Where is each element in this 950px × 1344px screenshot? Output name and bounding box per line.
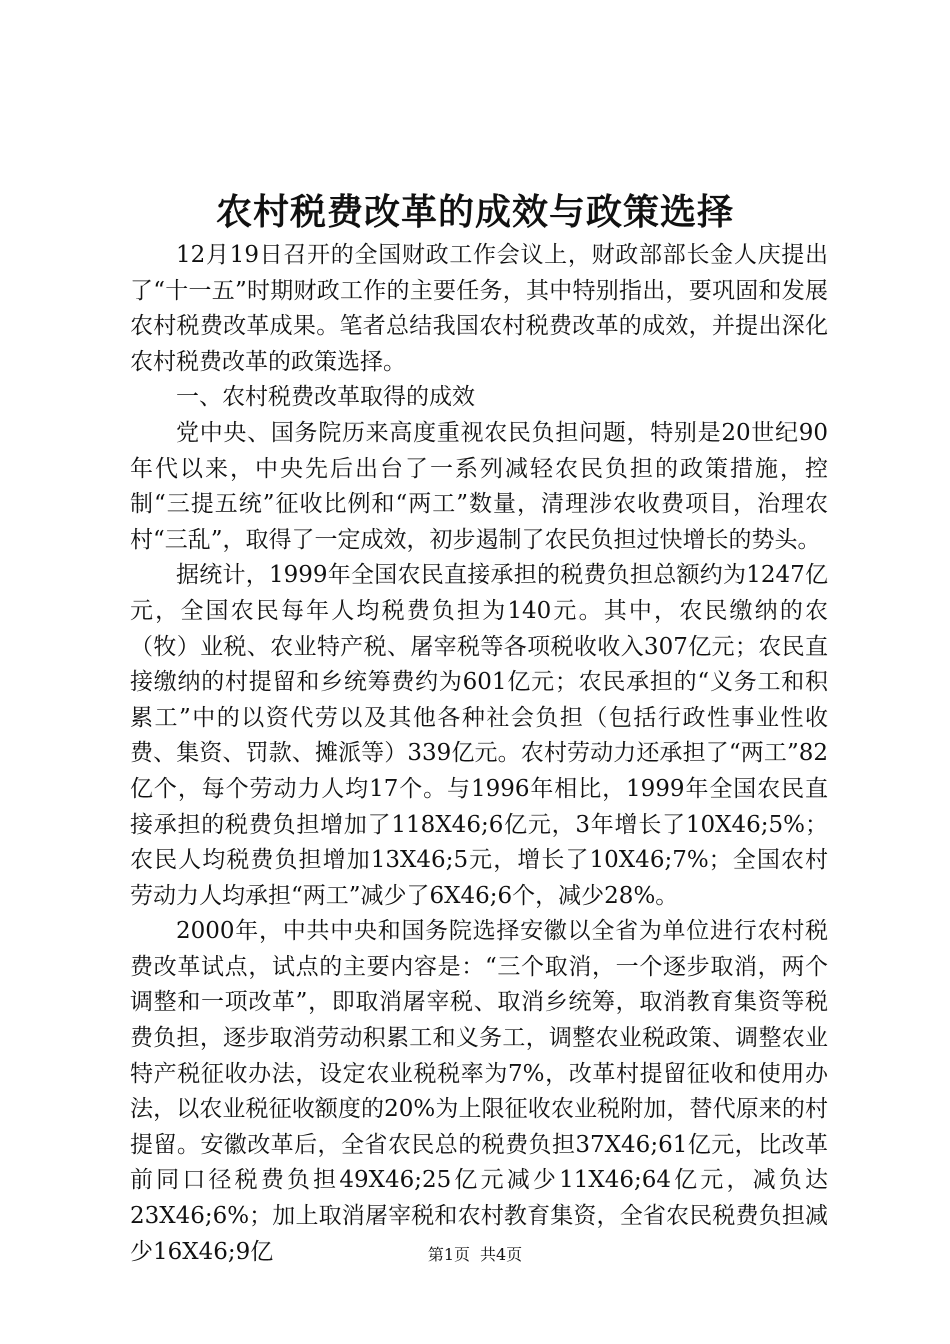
paragraph-intro: 12月19日召开的全国财政工作会议上，财政部部长金人庆提出了“十一五”时期财政工作的主要任务，其中特别指出，要巩固和发展农村税费改革成果。笔者总结我国农村税费改革的成效，并提出深化农村税费改革的政策选择。 [130, 242, 828, 375]
paragraph-statistics: 据统计，1999年全国农民直接承担的税费负担总额约为1247亿元，全国农民每年人均税费负担为140元。其中，农民缴纳的农（牧）业税、农业特产税、屠宰税等各项税收收入307亿元；农民直接缴纳的村提留和乡统筹费约为601亿元；农民承担的“义务工和积累工”中的以资代劳以及其他各种社会负担（包括行政性事业性收费、集资、罚款、摊派等）339亿元。农村劳动力还承担了“两工”82亿个，每个劳动力人均17个。与1996年相比，1999年全国农民直接承担的税费负担增加了118X46;6亿元，3年增长了10X46;5%；农民人均税费负担增加13X46;5元，增长了10X46;7%；全国农村劳动力人均承担“两工”减少了6X46;6个，减少28%。 [130, 562, 828, 909]
section-heading: 一、农村税费改革取得的成效 [176, 384, 475, 411]
paragraph-anhui-pilot: 2000年，中共中央和国务院选择安徽以全省为单位进行农村税费改革试点，试点的主要内容是：“三个取消，一个逐步取消，两个调整和一项改革”，即取消屠宰税、取消乡统筹，取消教育集资等税费负担，逐步取消劳动积累工和义务工，调整农业税政策、调整农业特产税征收办法，设定农业税税率为7%，改革村提留征收和使用办法，以农业税征收额度的20%为上限征收农业税附加，替代原来的村提留。安徽改革后，全省农民总的税费负担37X46;61亿元，比改革前同口径税费负担49X46;25亿元减少11X46;64亿元，减负达23X46;6%；加上取消屠宰税和农村教育集资，全省农民税费负担减少16X46;9亿 [130, 918, 828, 1265]
page-footer [0, 1243, 950, 1267]
document-body [130, 238, 828, 1270]
document-title: 农村税费改革的成效与政策选择 [215, 191, 734, 233]
paragraph-background: 党中央、国务院历来高度重视农民负担问题，特别是20世纪90年代以来，中央先后出台了一系列减轻农民负担的政策措施，控制“三提五统”征收比例和“两工”数量，清理涉农收费项目，治理农村“三乱”，取得了一定成效，初步遏制了农民负担过快增长的势头。 [130, 419, 828, 553]
page-total: 共4页 [480, 1245, 523, 1264]
page-number: 第1页 [427, 1245, 470, 1264]
